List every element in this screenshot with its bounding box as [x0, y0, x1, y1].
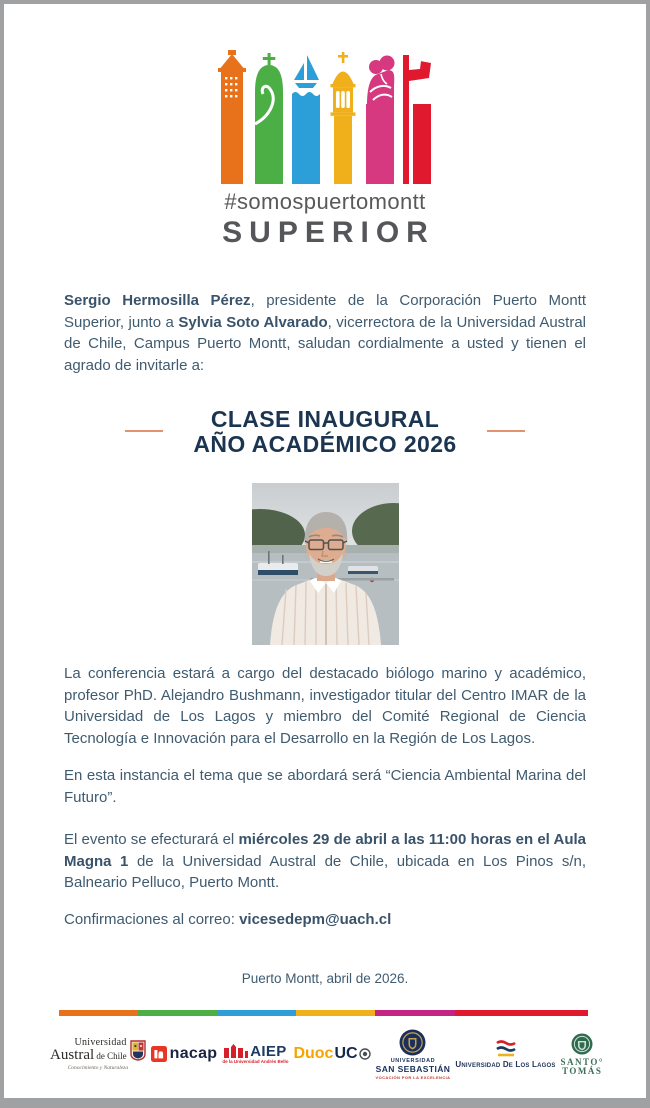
tower-column-icon	[218, 50, 246, 184]
confirmation-email: vicesedepm@uach.cl	[239, 910, 392, 928]
stripe-green	[138, 1010, 217, 1016]
flag-column-icon	[403, 55, 431, 184]
event-title-line2: AÑO ACADÉMICO 2026	[193, 431, 457, 457]
belltower-column-icon	[330, 52, 355, 184]
santo-tomas-seal-icon	[571, 1033, 593, 1055]
aiep-buildings-icon	[224, 1044, 248, 1058]
stripe-yellow	[296, 1010, 375, 1016]
place-dateline: Puerto Montt, abril de 2026.	[241, 971, 409, 986]
logo-universidad-austral: Universidad Austral de Chile Conocimiento y Naturaleza	[50, 1038, 146, 1071]
duoc-emblem-icon	[359, 1048, 371, 1060]
invitation-sheet	[4, 4, 646, 1098]
intro-paragraph: Sergio Hermosilla Pérez, presidente de la Corporación Puerto Montt Superior, junto a Sylvia Soto Alvarado, vicerrectora de la Universidad Austral de Chile, Campus Puerto Montt, saludan cordialmente a usted y tienen el agrado de invitarle a:	[64, 292, 586, 374]
ulagos-waves-icon	[496, 1040, 516, 1057]
logo-universidad-los-lagos: Universidad De Los Lagos	[455, 1040, 555, 1069]
stripe-magenta	[375, 1010, 454, 1016]
footer-color-stripe	[59, 1010, 588, 1016]
host-name-1: Sergio Hermosilla Pérez	[64, 292, 251, 309]
church-column-icon	[255, 53, 283, 184]
title-dash-right	[487, 430, 525, 432]
sailboat-column-icon	[292, 55, 320, 184]
topic-paragraph: En esta instancia el tema que se abordará será “Ciencia Ambiental Marina del Futuro”.	[64, 767, 586, 806]
somospuertomontt-logo	[213, 44, 437, 250]
logo-santo-tomas: SANTO° TOMÁS	[561, 1033, 604, 1076]
event-title-line1: CLASE INAUGURAL	[210, 406, 440, 432]
confirmation-line: Confirmaciones al correo: vicesedepm@uach.cl	[64, 910, 392, 928]
event-title	[4, 407, 646, 457]
speaker-photo	[252, 483, 399, 645]
title-dash-left	[125, 430, 163, 432]
inacap-mark-icon	[151, 1046, 167, 1062]
logo-wordmark: SUPERIOR	[222, 216, 435, 249]
uss-seal-icon	[399, 1029, 426, 1056]
logo-aiep: AIEP de la Universidad Andrés Bello	[222, 1043, 289, 1064]
stripe-blue	[217, 1010, 296, 1016]
host-name-2: Sylvia Soto Alvarado	[178, 313, 328, 331]
logo-inacap: nacap	[151, 1045, 218, 1063]
logo-duocuc: Duoc UC	[293, 1045, 370, 1063]
logo-san-sebastian: UNIVERSIDAD SAN SEBASTIÁN VOCACIÓN POR LA EXCELENCIA	[376, 1029, 451, 1080]
event-datetime: miércoles 29 de abril a las 11:00 horas en el Aula Magna 1	[64, 831, 586, 870]
stripe-red	[455, 1010, 588, 1016]
conference-paragraph: La conferencia estará a cargo del destacado biólogo marino y académico, profesor PhD. Alejandro Bushmann, investigador titular del Centro IMAR de la Universidad de Los Lagos y miembro del Comité Regional de Ciencia Tecnología e Innovación para el Desarrollo en la Región de Los Lagos.	[64, 665, 586, 747]
stripe-orange	[59, 1010, 138, 1016]
institution-logos	[50, 1026, 604, 1082]
city-columns-icon	[218, 44, 433, 184]
logo-hashtag: #somospuertomontt	[224, 189, 426, 214]
event-details-paragraph: El evento se efecturará el miércoles 29 de abril a las 11:00 horas en el Aula Magna 1 de la Universidad Austral de Chile, ubicada en Los Pinos s/n, Balneario Pelluco, Puerto Montt.	[64, 831, 586, 891]
couple-column-icon	[366, 56, 395, 185]
uach-shield-icon	[130, 1040, 146, 1061]
